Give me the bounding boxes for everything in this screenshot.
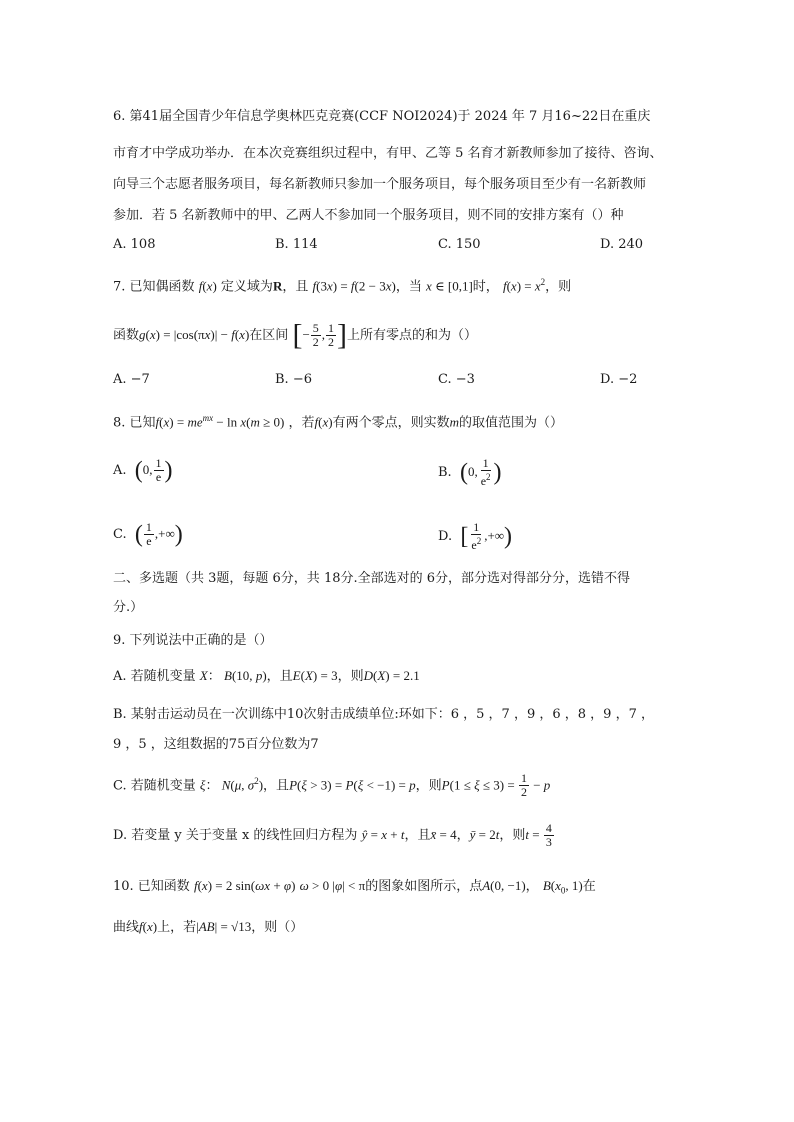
q6-option-b: B. 114 (275, 237, 318, 252)
q7-option-a: A. −7 (113, 372, 150, 387)
math-fx: f (198, 278, 203, 294)
q7-option-b: B. −6 (275, 372, 312, 387)
q9-option-b-line-1: B. 某射击运动员在一次训练中10次射击成绩单位:环如下：6 ，5 ，7 ，9 ，6 ，8 ，9 ，7 ， (113, 707, 654, 722)
q9-option-c: C. 若随机变量 ξ： N(μ, $\sigma^2$)，且P(ξ > 3) = P(ξ < −1) = p，则P(1 ≤ ξ ≤ 3) = $\frac{1}{2}$ − p (113, 771, 551, 800)
math-f3x: f (312, 278, 317, 294)
q8-option-d: D. [ $\frac{1}{e^2}$ ,+∞) (438, 520, 513, 552)
q6-option-c: C. 150 (438, 237, 481, 252)
q7-line-2: 函数g(x) = |cos(πx)| − f(x)在区间 [− $\frac{5}{2}$ , $\frac{1}{2}$ ]上所有零点的和为（） (113, 318, 478, 352)
q9-option-b-line-2: 9 ，5 ，这组数据的75百分位数为7 (113, 737, 319, 752)
section-2-header-cont: 分.） (113, 600, 144, 615)
q8-option-a: A. (0, $\frac{1}{e}$ ) (113, 456, 173, 484)
q7-line-1: 7. 已知偶函数 f(x) 定义域为R，且 f(3x) = f(2 − 3x)，当 x ∈ [0,1]时， $f(x) = x^2$，则 (113, 277, 572, 295)
q6-line-3: 向导三个志愿者服务项目，每名新教师只参加一个服务项目，每个服务项目至少有一名新教师 (113, 177, 647, 192)
q8-option-b: B. (0, $\frac{1}{e^2}$ ) (438, 456, 502, 488)
q8-option-c: C. ( $\frac{1}{e}$ ,+∞) (113, 520, 183, 548)
math-interval-bracket: [ (292, 318, 303, 352)
math-gx: g (139, 327, 146, 342)
q9-stem: 9. 下列说法中正确的是（） (113, 633, 273, 648)
q10-line-1: 10. 已知函数 f(x) = 2 sin(ωx + φ) ω > 0 |φ| < π的图象如图所示，点A(0, −1)， $B(x_0$, 1)在 (113, 878, 596, 896)
q7-option-d: D. −2 (600, 372, 638, 387)
math-fx-square: f (502, 278, 507, 294)
math-interval: x (425, 278, 432, 294)
math-q8-fx: f (155, 414, 160, 430)
q7-option-c: C. −3 (438, 372, 475, 387)
q10-line-2: 曲线f(x)上，若|AB| = √13，则（） (113, 919, 304, 935)
q9-option-a: A. 若随机变量 X： B(10, p)，且E(X) = 3，则D(X) = 2.1 (113, 668, 420, 684)
q6-option-d: D. 240 (600, 237, 644, 252)
q8-line-1: 8. 已知$f(x) = me^{mx} - \ln x(m \ge 0)$ ，若f(x)有两个零点，则实数m的取值范围为（） (113, 413, 563, 431)
q6-line-2: 市育才中学成功举办．在本次竞赛组织过程中，有甲、乙等 5 名育才新教师参加了接待、咨询、 (113, 146, 663, 161)
q9-option-d: D. 若变量 y 关于变量 x 的线性回归方程为 ŷ = x + t，且x̄ = 4，ȳ = 2t，则t = $\frac{4}{3}$ (113, 821, 552, 849)
q6-option-a: A. 108 (113, 237, 156, 252)
q6-line-1: 6. 第41届全国青少年信息学奥林匹克竞赛(CCF NOI2024)于 2024 年 7 月16~22日在重庆 (113, 109, 651, 124)
section-2-header: 二、多选题（共 3题，每题 6分，共 18分.全部选对的 6分，部分选对得部分分，选错不得 (113, 571, 631, 586)
q6-line-4: 参加．若 5 名新教师中的甲、乙两人不参加同一个服务项目，则不同的安排方案有（）种 (113, 208, 624, 223)
